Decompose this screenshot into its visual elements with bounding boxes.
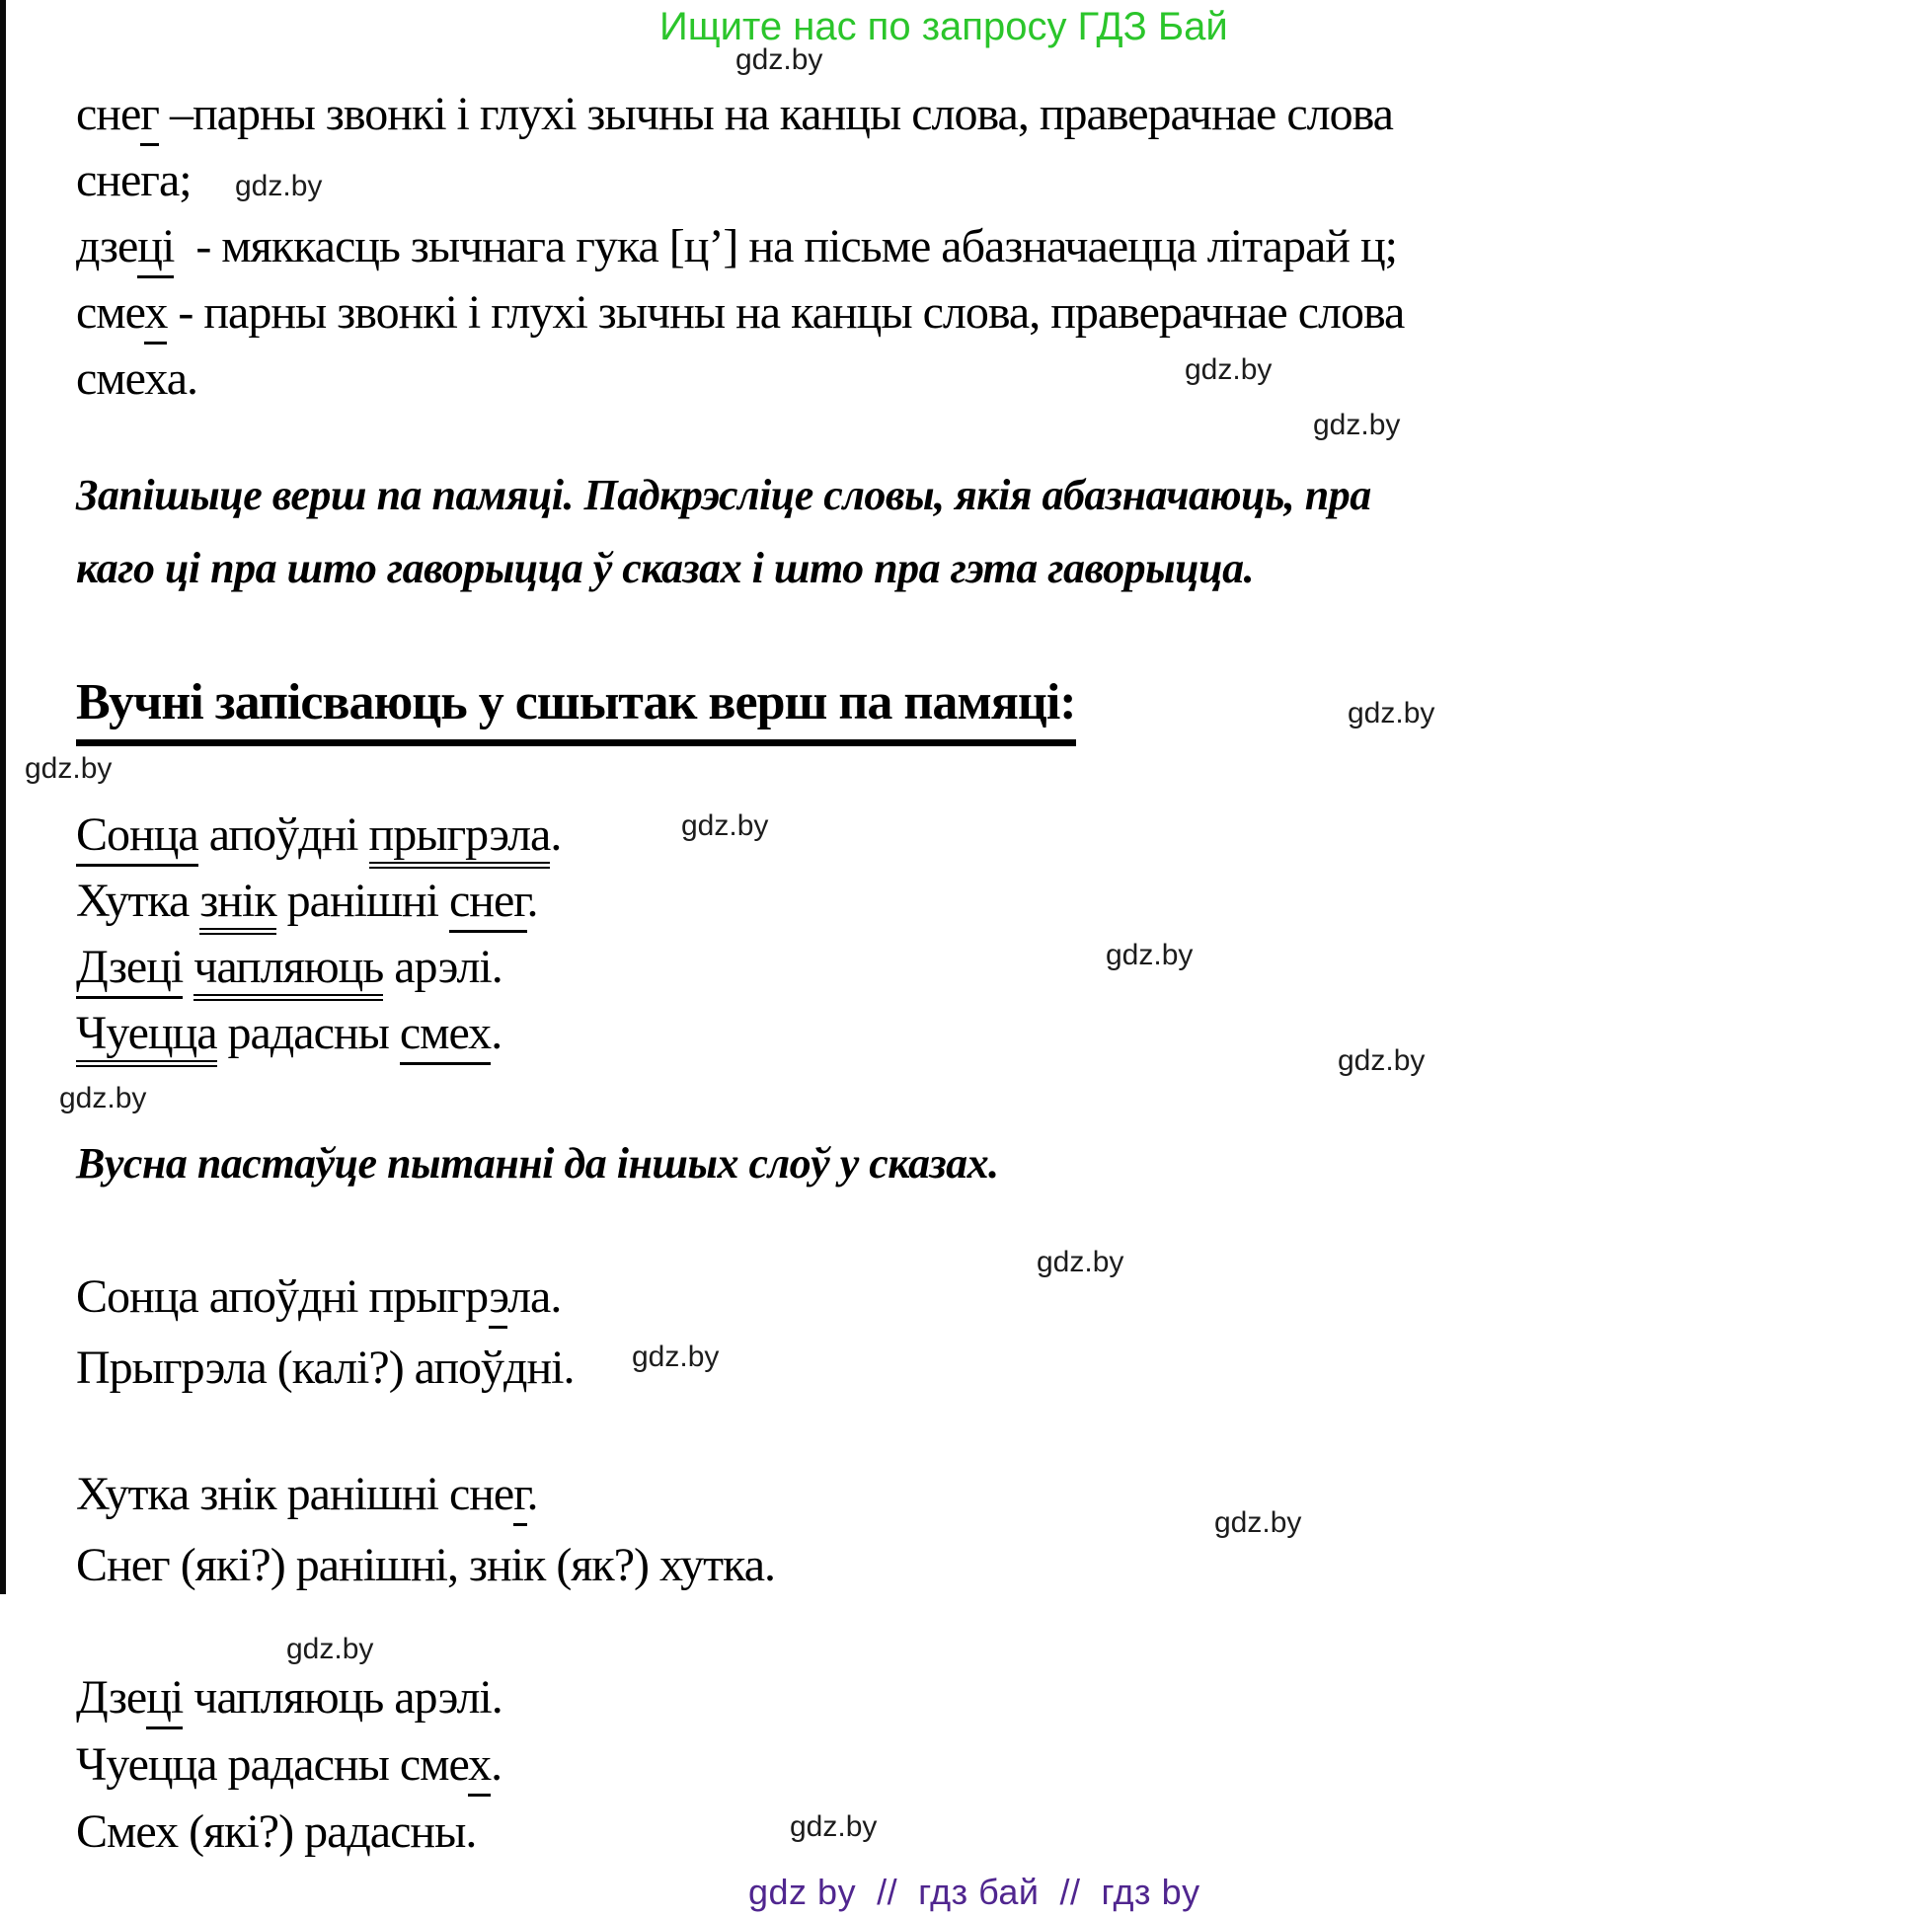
text-segment: сне <box>76 88 141 140</box>
text-line <box>76 1341 574 1412</box>
text-line <box>76 470 1371 543</box>
underlined-word: ці <box>146 1671 183 1729</box>
text-segment: радасны <box>216 1007 400 1059</box>
qa-block-sneg <box>76 1467 775 1609</box>
underlined-word: ці <box>137 220 174 278</box>
underlined-word: Чуецца <box>76 1007 217 1067</box>
footer-site-links: gdz by // гдз бай // гдз by <box>748 1872 1200 1912</box>
text-line <box>76 219 1404 285</box>
text-segment: арэлі. <box>383 941 502 993</box>
text-line <box>76 1737 502 1804</box>
text-segment: снега; <box>76 154 192 206</box>
text-segment: апоўдні <box>197 808 369 861</box>
gdz-watermark: gdz.by <box>790 1810 878 1843</box>
underlined-word: Сонца <box>76 808 198 867</box>
definitions-paragraph <box>76 87 1404 418</box>
underlined-word: г <box>513 1468 526 1526</box>
gdz-watermark: gdz.by <box>25 752 113 785</box>
text-line <box>76 1538 775 1609</box>
underlined-word: х <box>468 1738 491 1797</box>
text-segment: сме <box>76 286 145 339</box>
gdz-watermark: gdz.by <box>286 1633 374 1665</box>
gdz-watermark: gdz.by <box>681 809 769 842</box>
text-line <box>76 807 561 874</box>
text-segment: каго ці пра што гаворыцца ў сказах і што пра гэта гаворыцца. <box>76 544 1255 592</box>
text-line <box>76 153 1404 219</box>
promo-banner-text: Ищите нас по запросу ГДЗ Бай <box>659 5 1228 48</box>
qa-block-smekh <box>76 1670 502 1872</box>
gdz-watermark: gdz.by <box>632 1341 720 1373</box>
text-segment: . <box>526 875 538 927</box>
scan-edge-artifact <box>0 0 6 1594</box>
text-line <box>76 1467 775 1538</box>
text-segment: Хутка <box>76 875 200 927</box>
text-segment: ранішні <box>275 875 449 927</box>
gdz-watermark: gdz.by <box>1106 939 1194 971</box>
underlined-word: смех <box>400 1007 491 1065</box>
text-segment: . <box>491 1738 502 1791</box>
text-line <box>76 351 1404 418</box>
text-segment: Чуецца радасны сме <box>76 1738 469 1791</box>
text-line <box>76 543 1371 616</box>
text-segment: –парны звонкі і глухі зычны на канцы слова, праверачнае слова <box>158 88 1393 140</box>
gdz-watermark: gdz.by <box>235 170 323 202</box>
instruction-write-poem <box>76 470 1371 616</box>
section-heading: Вучні запісваюць у сшытак верш па памяці: <box>76 673 1076 746</box>
underlined-word: снег <box>449 875 527 933</box>
text-segment: . <box>550 808 562 861</box>
text-segment: Дзе <box>76 1671 147 1724</box>
gdz-watermark: gdz.by <box>1338 1044 1426 1077</box>
underlined-word: чапляюць <box>193 941 383 1001</box>
text-line <box>76 285 1404 351</box>
text-segment: . <box>526 1468 538 1520</box>
gdz-watermark: gdz.by <box>1037 1246 1124 1278</box>
instruction-oral-questions <box>76 1138 999 1211</box>
text-segment: Смех (які?) радасны. <box>76 1805 477 1858</box>
text-line <box>76 1138 999 1211</box>
gdz-watermark: gdz.by <box>735 43 823 76</box>
text-segment: Запішыце верш па памяці. Падкрэсліце словы, якія абазначаюць, пра <box>76 471 1371 519</box>
underlined-word: г <box>140 88 159 146</box>
gdz-watermark: gdz.by <box>1185 353 1273 386</box>
underlined-word: знік <box>199 875 275 935</box>
text-segment: - мяккасць зычнага гука [ц’] на пісьме абазначаецца літарай ц; <box>174 220 1397 272</box>
underlined-word: э <box>489 1270 507 1329</box>
gdz-watermark: gdz.by <box>1313 409 1401 441</box>
qa-block-sonca <box>76 1269 574 1412</box>
text-line <box>76 1269 574 1341</box>
text-segment: Вусна пастаўце пытанні да іншых слоў у сказах. <box>76 1139 999 1188</box>
text-segment: чапляюць арэлі. <box>183 1671 502 1724</box>
text-segment: . <box>491 1007 502 1059</box>
text-segment: Снег (які?) ранішні, знік (як?) хутка. <box>76 1539 776 1591</box>
section-heading-wrap <box>76 673 1076 746</box>
poem-with-grammar-underlines <box>76 807 561 1072</box>
text-line <box>76 1804 502 1872</box>
gdz-watermark: gdz.by <box>59 1082 147 1114</box>
text-segment: - парны звонкі і глухі зычны на канцы слова, праверачнае слова <box>167 286 1405 339</box>
underlined-word: х <box>144 286 167 345</box>
text-line <box>76 87 1404 153</box>
gdz-watermark: gdz.by <box>1214 1506 1302 1539</box>
text-segment: дзе <box>76 220 138 272</box>
text-line <box>76 1670 502 1737</box>
text-segment <box>183 941 193 993</box>
underlined-word: Дзеці <box>76 941 183 999</box>
text-segment: ла. <box>507 1270 562 1323</box>
text-line <box>76 940 561 1006</box>
text-line <box>76 1006 561 1072</box>
text-segment: Сонца апоўдні прыгр <box>76 1270 490 1323</box>
text-segment: Прыгрэла (калі?) апоўдні. <box>76 1342 575 1394</box>
text-segment: Хутка знік ранішні сне <box>76 1468 514 1520</box>
text-line <box>76 874 561 940</box>
gdz-watermark: gdz.by <box>1348 697 1435 729</box>
underlined-word: прыгрэла <box>369 808 551 869</box>
text-segment: смеха. <box>76 352 198 405</box>
